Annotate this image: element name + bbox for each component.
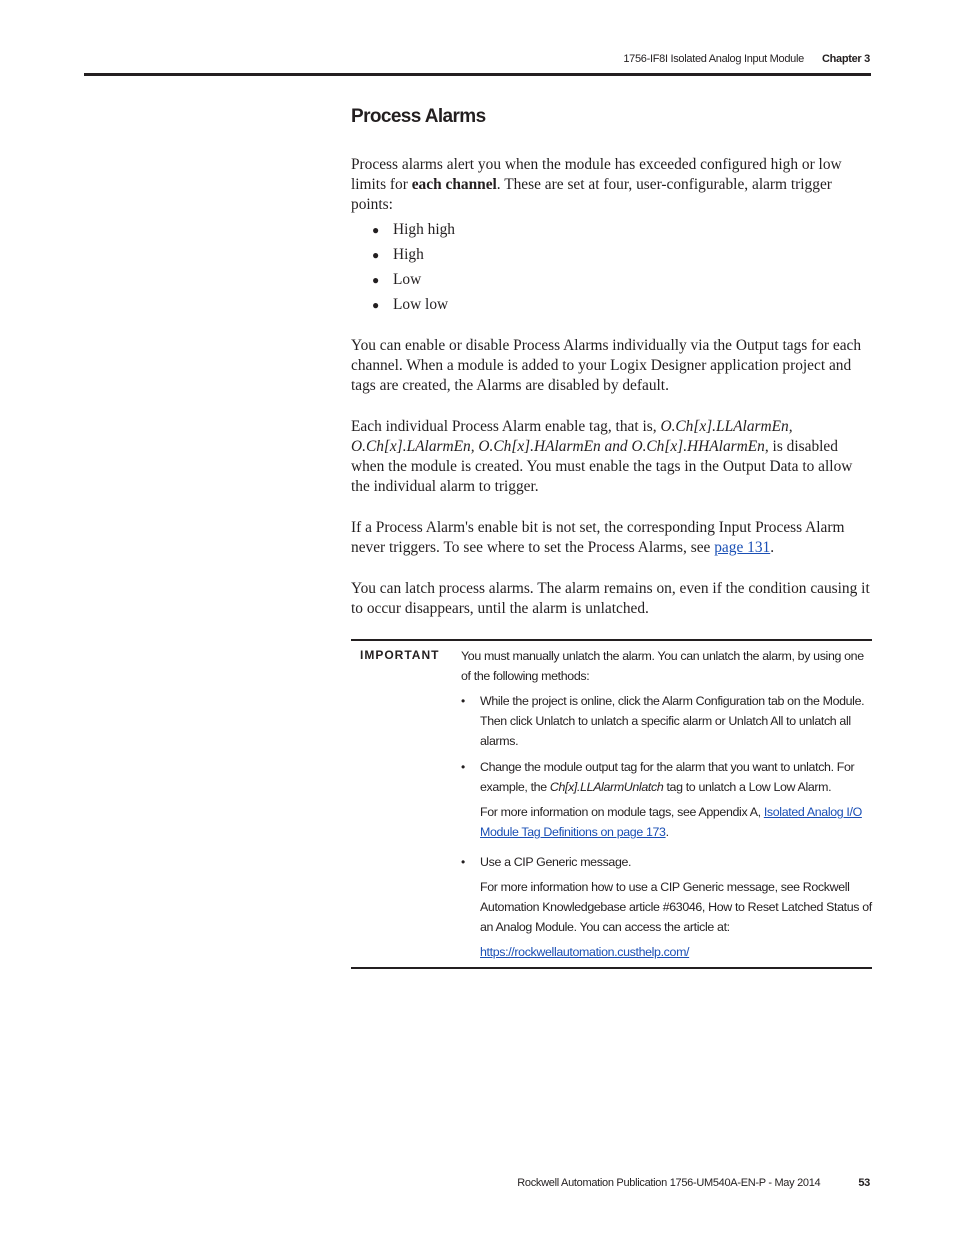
enable-bit-paragraph: [351, 518, 873, 558]
module-tags-text-end: .: [665, 825, 669, 839]
enable-bit-text: If a Process Alarm's enable bit is not set, the corresponding Input Process Alarm never triggers. To see where to set the Process Alarms, see: [351, 519, 845, 556]
page-131-link[interactable]: page 131: [714, 539, 771, 556]
module-tags-text: For more information on module tags, see Appendix A,: [480, 805, 764, 819]
enable-paragraph: You can enable or disable Process Alarms individually via the Output tags for each channel. When a module is added to your Logix Designer application project and tags are created, the Alarms are disabled by default.: [351, 337, 862, 394]
intro-text-end: . These are set at four, user-configurable, alarm trigger points:: [351, 176, 832, 213]
important-bullet-online: While the project is online, click the Alarm Configuration tab on the Module. Then click Unlatch to unlatch a specific alarm or Unlatch All to unlatch all alarms.: [480, 694, 865, 748]
list-item-label: Low low: [393, 296, 449, 313]
enable-tag-text-end: , is disabled when the module is created. You must enable the tags in the Output Data to allow the individual alarm to trigger.: [351, 438, 853, 495]
cip-reference: For more information how to use a CIP Generic message, see Rockwell Automation Knowledgebase article #63046, How to Reset Latched Status of an Analog Module. You can access the article at:: [480, 880, 872, 934]
list-item: ● High: [372, 246, 424, 263]
output-tag-text-end: tag to unlatch a Low Low Alarm.: [663, 780, 832, 794]
page-header: [0, 53, 870, 65]
list-item: ● Low: [372, 271, 422, 288]
important-intro: You must manually unlatch the alarm. You can unlatch the alarm, by using one of the following methods:: [461, 649, 864, 683]
knowledgebase-link[interactable]: https://rockwellautomation.custhelp.com/: [480, 945, 690, 959]
list-item-label: Low: [393, 271, 422, 288]
enable-tag-names: O.Ch[x].LLAlarmEn, O.Ch[x].LAlarmEn, O.Ch[x].HAlarmEn and O.Ch[x].HHAlarmEn: [351, 418, 793, 455]
important-bullet-output-tag: [480, 757, 873, 797]
header-rule: [84, 73, 871, 76]
header-title: 1756-IF8I Isolated Analog Input Module: [623, 53, 804, 65]
important-bottom-rule: [351, 967, 872, 969]
list-item-label: High high: [393, 221, 455, 238]
section-title: Process Alarms: [351, 106, 486, 127]
footer-publication: Rockwell Automation Publication 1756-UM540A-EN-P - May 2014: [517, 1177, 821, 1189]
output-tag-text: Change the module output tag for the alarm that you want to unlatch. For example, the: [480, 760, 855, 794]
bullet-marker: •: [461, 855, 466, 869]
knowledgebase-paragraph: [480, 942, 873, 962]
module-tags-reference: [480, 802, 873, 842]
bullet-marker: •: [461, 694, 466, 708]
list-item: ● Low low: [372, 296, 449, 313]
list-item-label: High: [393, 246, 424, 263]
latch-paragraph: You can latch process alarms. The alarm remains on, even if the condition causing it to occur disappears, until the alarm is unlatched.: [351, 580, 870, 617]
intro-text: Process alarms alert you when the module has exceeded configured high or low limits for: [351, 156, 842, 193]
alarm-trigger-list: [372, 220, 455, 320]
important-bullet-cip: Use a CIP Generic message.: [480, 855, 632, 869]
enable-tag-text: Each individual Process Alarm enable tag, that is,: [351, 418, 661, 435]
intro-paragraph: [351, 155, 873, 215]
important-label: IMPORTANT: [360, 648, 440, 662]
intro-bold: each channel: [411, 176, 497, 193]
enable-tag-paragraph: [351, 417, 873, 497]
page-footer: [0, 1177, 870, 1189]
important-top-rule: [351, 639, 872, 641]
tag-definitions-link[interactable]: Isolated Analog I/O Module Tag Definitions on page 173: [480, 805, 862, 839]
header-chapter: Chapter 3: [821, 53, 870, 65]
unlatch-tag-name: Ch[x].LLAlarmUnlatch: [549, 780, 664, 794]
page-number: 53: [858, 1177, 870, 1189]
bullet-marker: •: [461, 760, 466, 774]
enable-bit-text-end: .: [770, 539, 775, 556]
list-item: ● High high: [372, 221, 455, 238]
